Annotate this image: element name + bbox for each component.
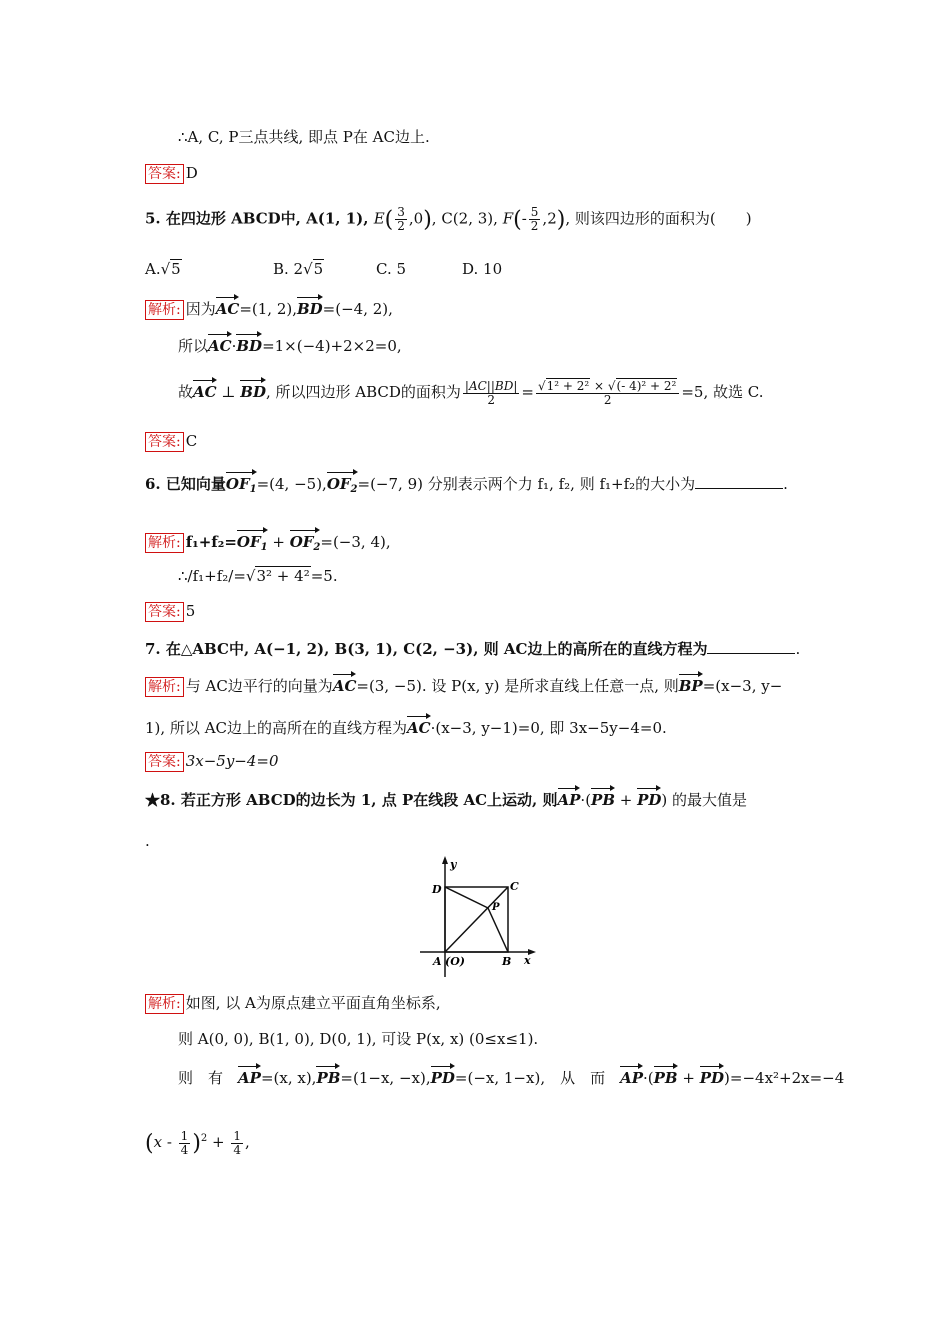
- label-c: C: [510, 880, 519, 893]
- answer-tag: 答案:: [145, 602, 184, 622]
- q8-analysis-2: 则 A(0, 0), B(1, 0), D(0, 1), 可设 P(x, x) (0≤x≤1).: [178, 1030, 539, 1048]
- vector-of2: $OF_2$: [327, 470, 358, 501]
- label-y: y: [450, 858, 457, 871]
- vector-ap: AP: [620, 1064, 643, 1089]
- fraction: $\frac{1}{4}$: [233, 1128, 242, 1157]
- segment-pb: [488, 908, 508, 952]
- vector-ac: AC: [193, 378, 217, 403]
- label-a: A: [433, 955, 442, 968]
- line1-text: ∴A, C, P三点共线, 即点 P在 AC边上.: [178, 128, 430, 146]
- question-5-stem: 5. 在四边形 ABCD中, A(1, 1), E( $\frac{3}{2}$ ,0), C(2, 3), F(- $\frac{5}{2}$ ,2), 则该四边形的面积为( ): [145, 205, 752, 233]
- label-p: P: [492, 902, 500, 913]
- q5-options: [145, 258, 503, 280]
- q5-analysis-2: 所以AC·BD=1×(−4)+2×2=0,: [178, 332, 402, 357]
- vector-pb: PB: [316, 1064, 340, 1089]
- analysis-tag: 解析:: [145, 533, 184, 553]
- question-7-stem: 7. 在△ABC中, A(−1, 2), B(3, 1), C(2, −3), 则 AC边上的高所在的直线方程为 .: [145, 640, 801, 658]
- option-c: C. 5: [376, 260, 407, 278]
- fraction: $\frac{1}{4}$: [180, 1128, 189, 1157]
- segment-dp: [445, 887, 488, 908]
- answer-tag: 答案:: [145, 164, 184, 184]
- vector-pd: PD: [700, 1064, 724, 1089]
- answer-value: 3x−5y−4=0: [185, 752, 279, 770]
- answer-blank: [695, 474, 783, 489]
- vector-pd: PD: [637, 786, 661, 811]
- vector-pb: PB: [591, 786, 615, 811]
- answer-value: 5: [185, 602, 196, 620]
- option-d: D. 10: [462, 260, 503, 278]
- q8-analysis-3: 则 有 AP=(x, x),PB=(1−x, −x),PD=(−x, 1−x), 从 而 AP·(PB + PD)=−4x²+2x=−4: [178, 1064, 844, 1089]
- answer-line-q5: [145, 430, 197, 452]
- vector-of1: $OF_1$: [237, 528, 268, 559]
- q5-analysis-1: 解析: 因为AC=(1, 2),BD=(−4, 2),: [145, 295, 393, 320]
- vector-ap: AP: [558, 786, 581, 811]
- diagonal-ac: [445, 887, 508, 952]
- y-axis-arrow: [442, 856, 448, 864]
- answer-line-q4: [145, 162, 198, 184]
- q8-analysis-4: (x - $\frac{1}{4}$ )$^2$ + $\frac{1}{4}$ ,: [145, 1128, 250, 1157]
- vector-bd: BD: [236, 332, 262, 357]
- vector-ac: AC: [333, 672, 357, 697]
- label-d: D: [432, 883, 442, 896]
- area-fraction-2: $\frac{\text{√1² + 2² × √(- 4)² + 2²}}{2}$: [536, 380, 679, 407]
- zero: 0: [413, 209, 424, 228]
- q5-stem-text: 5. 在四边形 ABCD中, A(1, 1),: [145, 209, 374, 228]
- label-x: x: [524, 954, 531, 967]
- vector-of1: $OF_1$: [226, 470, 257, 501]
- fraction: [395, 206, 407, 233]
- vector-bd: BD: [240, 378, 266, 403]
- area-fraction: $\frac{|AC||BD|}{2}$: [464, 378, 518, 407]
- q5-analysis-3: 故AC ⊥ BD, 所以四边形 ABCD的面积为 $\frac{|AC||BD|}{2}$ = $\frac{\text{√1² + 2² × √(- 4)² + 2²}}{2}$ =5, 故选 C.: [178, 378, 764, 407]
- answer-tag: 答案:: [145, 752, 184, 772]
- answer-value: D: [185, 164, 198, 182]
- vector-pb: PB: [654, 1064, 678, 1089]
- vector-ac: AC: [216, 295, 240, 320]
- option-b: B. 2√5: [273, 260, 324, 278]
- answer-line-q6: [145, 600, 195, 622]
- question-8-stem: ★8. 若正方形 ABCD的边长为 1, 点 P在线段 AC上运动, 则AP·(PB + PD) 的最大值是: [145, 786, 747, 811]
- answer-tag: 答案:: [145, 432, 184, 452]
- frac-num: 5: [530, 205, 539, 219]
- fraction: [529, 206, 541, 233]
- q5-stem-c: , 则该四边形的面积为( ): [565, 209, 752, 228]
- q8-analysis-1: 解析: 如图, 以 A为原点建立平面直角坐标系,: [145, 992, 441, 1014]
- answer-line-q7: [145, 750, 279, 772]
- vector-bp: BP: [679, 672, 703, 697]
- analysis-tag: 解析:: [145, 994, 184, 1014]
- square-figure: [410, 852, 540, 982]
- q5-stem-b: , C(2, 3),: [431, 209, 503, 228]
- minus: -: [521, 209, 527, 228]
- option-a: A.√5: [145, 260, 181, 278]
- label-b: B: [502, 955, 512, 968]
- text-line: [178, 126, 430, 148]
- label-o: (O): [445, 955, 465, 968]
- answer-blank: [707, 639, 795, 654]
- vector-of2: $OF_2$: [290, 528, 321, 559]
- vector-ac: AC: [407, 714, 431, 739]
- q6-analysis-2: ∴/f₁+f₂/=√3² + 4²=5.: [178, 567, 338, 585]
- vector-bd: BD: [297, 295, 323, 320]
- frac-num: 3: [397, 205, 405, 219]
- frac-den: 2: [397, 219, 405, 233]
- question-6-stem: 6. 已知向量$OF_1=(4$, $-5),OF_2=(-7$, 9) 分别表示两个力 f₁, f₂, 则 f₁+f₂的大小为 .: [145, 470, 788, 501]
- frac-den: 2: [530, 219, 539, 233]
- q7-analysis-1: 解析: 与 AC边平行的向量为AC=(3, −5). 设 P(x, y) 是所求直线上任意一点, 则BP=(x−3, y−: [145, 672, 782, 697]
- vector-ac: AC: [208, 332, 232, 357]
- q6-analysis-1: 解析: $f_1+f_2=OF_1 + OF_2=(-3$, 4),: [145, 528, 391, 559]
- vector-pd: PD: [431, 1064, 455, 1089]
- analysis-tag: 解析:: [145, 300, 184, 320]
- analysis-tag: 解析:: [145, 677, 184, 697]
- answer-value: C: [185, 432, 198, 450]
- q8-stem-dot: .: [145, 832, 150, 850]
- vector-ap: AP: [238, 1064, 261, 1089]
- q7-analysis-2: 1), 所以 AC边上的高所在的直线方程为AC·(x−3, y−1)=0, 即 3x−5y−4=0.: [145, 714, 667, 739]
